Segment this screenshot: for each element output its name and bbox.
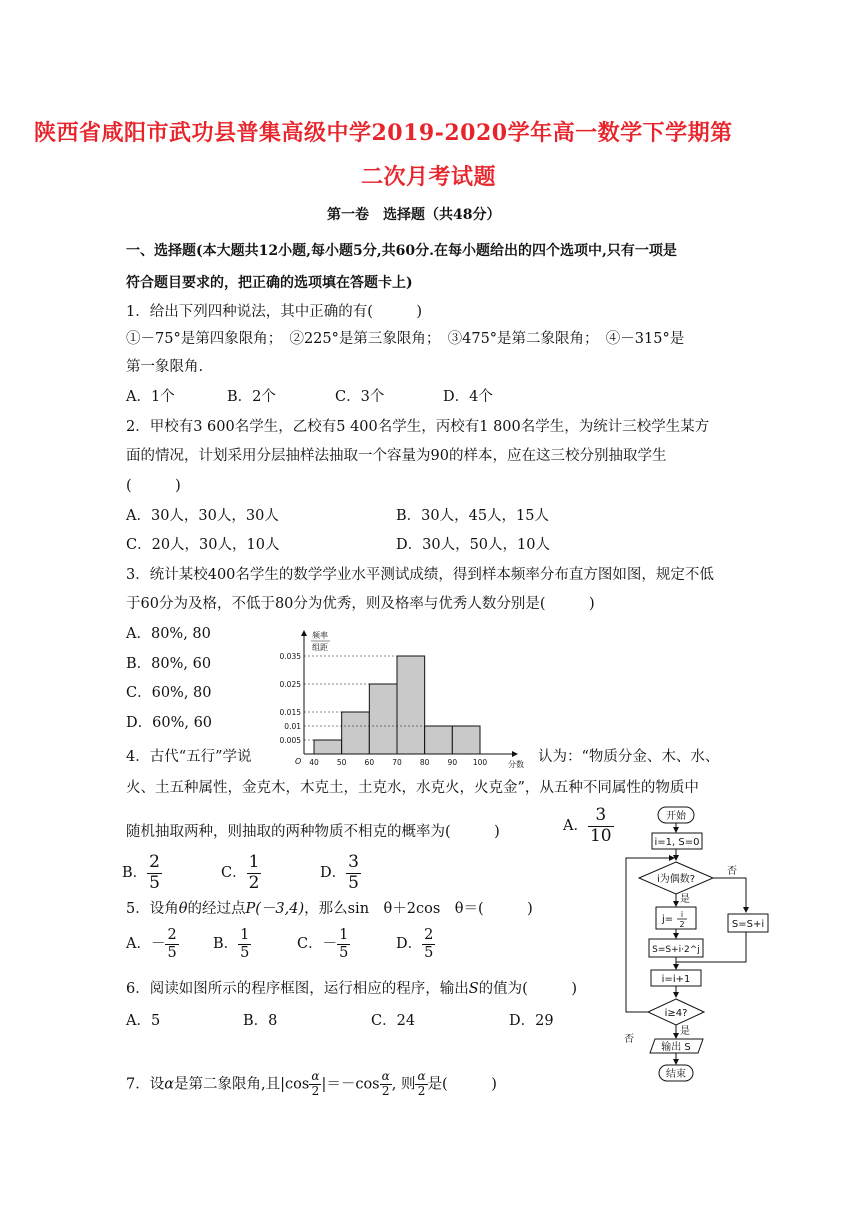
q2-option-c: C．20人，30人，10人 xyxy=(126,537,280,553)
y-tick-label: 0.035 xyxy=(279,652,301,661)
q3-option-c: C．60%, 80 xyxy=(126,685,212,701)
q1-items: ①－75°是第四象限角； ②225°是第三象限角； ③475°是第二象限角； ④－315°是 xyxy=(126,331,685,347)
q4-line-1a: 4．古代“五行”学说 xyxy=(126,749,252,765)
q7-stem: 7．设α是第二象限角,且|cos $\frac{\alpha}{2}$ |＝－cos $\frac{\alpha}{2}$ , 则 $\frac{\alpha}{2}$ 是( ) xyxy=(126,1069,497,1098)
flow-no-label-1: 否 xyxy=(727,866,737,877)
histogram-bar xyxy=(397,656,425,754)
flow-yes-label-2: 是 xyxy=(680,1026,690,1037)
x-axis-arrow xyxy=(512,751,518,757)
q4-option-b: B． $\frac{2}{5}$ xyxy=(122,852,160,893)
q5-option-a: A．－ $\frac{2}{5}$ xyxy=(126,927,177,961)
title-line-1: 陕西省咸阳市武功县普集高级中学2019-2020学年高一数学下学期第 xyxy=(34,120,733,146)
x-tick-label: 80 xyxy=(419,758,430,767)
q1-option-a: A．1个 xyxy=(126,389,175,405)
flow-j-num: i xyxy=(680,910,684,919)
flow-yes-label-1: 是 xyxy=(680,894,690,905)
flow-j-label: j= xyxy=(662,914,674,925)
program-flowchart xyxy=(618,800,788,1085)
q2-option-a: A．30人，30人，30人 xyxy=(126,508,279,524)
x-tick-label: 50 xyxy=(336,758,347,767)
q6-option-a: A．5 xyxy=(126,1013,161,1029)
flow-start-label: 开始 xyxy=(666,811,686,822)
histogram-bar xyxy=(452,726,480,754)
x-tick-label: 70 xyxy=(392,758,402,767)
flow-cond1-label: i为偶数? xyxy=(656,874,696,885)
q6-stem: 6．阅读如图所示的程序框图，运行相应的程序，输出S的值为( ) xyxy=(126,981,577,997)
frequency-histogram xyxy=(272,628,534,774)
q4-option-c: C． $\frac{1}{2}$ xyxy=(221,852,260,893)
y-axis-arrow xyxy=(301,630,307,636)
q3-option-b: B．80%, 60 xyxy=(126,656,212,672)
origin-label: O xyxy=(295,757,302,766)
x-tick-label: 100 xyxy=(472,758,488,767)
q4-option-a: A． $\frac{3}{10}$ xyxy=(563,805,612,846)
flow-end-label: 结束 xyxy=(666,1069,686,1080)
y-axis-label-bottom: 组距 xyxy=(312,643,328,652)
y-tick-label: 0.015 xyxy=(279,708,301,717)
q5-stem: 5．设角θ的经过点P(－3,4)，那么sin θ＋2cos θ＝( ) xyxy=(126,901,533,917)
q1-option-c: C．3个 xyxy=(335,389,385,405)
y-tick-label: 0.01 xyxy=(284,722,301,731)
q6-option-d: D．29 xyxy=(509,1013,554,1029)
section-line-2: 符合题目要求的，把正确的选项填在答题卡上) xyxy=(126,275,413,291)
y-tick-label: 0.025 xyxy=(279,680,301,689)
q2-line-1: 2．甲校有3 600名学生，乙校有5 400名学生，丙校有1 800名学生，为统计三校学生某方 xyxy=(126,419,710,435)
histogram-bar xyxy=(314,740,342,754)
q3-line-2: 于60分为及格，不低于80分为优秀，则及格率与优秀人数分别是( ) xyxy=(126,596,595,612)
q4-line-3: 随机抽取两种，则抽取的两种物质不相克的概率为( ) xyxy=(126,824,500,840)
part-heading: 第一卷 选择题（共48分） xyxy=(327,207,501,223)
y-axis-label-top: 频率 xyxy=(312,631,328,640)
flow-output-label: 输出 S xyxy=(661,1042,691,1053)
q5-option-c: C．－ $\frac{1}{5}$ xyxy=(297,927,349,961)
histogram-bar xyxy=(342,712,370,754)
flow-j-den: 2 xyxy=(679,920,685,929)
x-tick-label: 90 xyxy=(447,758,458,767)
q6-option-b: B．8 xyxy=(243,1013,278,1029)
section-line-1: 一、选择题(本大题共12小题,每小题5分,共60分.在每小题给出的四个选项中,只有一项是 xyxy=(126,243,677,259)
x-axis-label: 分数 xyxy=(508,760,524,769)
q4-option-d: D． $\frac{3}{5}$ xyxy=(320,852,359,893)
flow-cond2-label: i≥4? xyxy=(664,1008,688,1019)
q2-line-3: ( ) xyxy=(126,478,181,494)
q1-option-d: D．4个 xyxy=(443,389,493,405)
x-tick-label: 40 xyxy=(309,758,319,767)
q2-option-d: D．30人，50人，10人 xyxy=(396,537,550,553)
q3-option-d: D．60%, 60 xyxy=(126,715,213,731)
q1-stem: 1．给出下列四种说法，其中正确的有( ) xyxy=(126,304,423,320)
q5-option-b: B． $\frac{1}{5}$ xyxy=(213,927,250,961)
flow-init-label: i=1, S=0 xyxy=(654,837,700,848)
q6-option-c: C．24 xyxy=(371,1013,416,1029)
x-tick-label: 60 xyxy=(364,758,375,767)
title-line-2: 二次月考试题 xyxy=(361,164,497,190)
q2-line-2: 面的情况，计划采用分层抽样法抽取一个容量为90的样本，应在这三校分别抽取学生 xyxy=(126,448,667,464)
q5-option-d: D． $\frac{2}{5}$ xyxy=(396,927,434,961)
q2-option-b: B．30人，45人，15人 xyxy=(396,508,550,524)
histogram-bar xyxy=(369,684,397,754)
flow-no-label-2: 否 xyxy=(624,1034,634,1045)
q1-option-b: B．2个 xyxy=(227,389,276,405)
histogram-bar xyxy=(425,726,453,754)
q4-line-1b: 认为：“物质分金、木、水、 xyxy=(538,749,720,765)
flow-incr-label: i=i+1 xyxy=(661,974,691,985)
q3-option-a: A．80%, 80 xyxy=(126,626,211,642)
y-tick-label: 0.005 xyxy=(279,736,301,745)
q3-line-1: 3．统计某校400名学生的数学学业水平测试成绩，得到样本频率分布直方图如图，规定不低 xyxy=(126,567,714,583)
flow-s2-label: S=S+i xyxy=(731,919,765,930)
flow-s1-label: S=S+i·2^j xyxy=(652,945,700,955)
q4-line-2: 火、土五种属性，金克木，木克土，土克水，水克火，火克金”，从五种不同属性的物质中 xyxy=(126,780,699,796)
q1-items-cont: 第一象限角. xyxy=(126,359,204,375)
